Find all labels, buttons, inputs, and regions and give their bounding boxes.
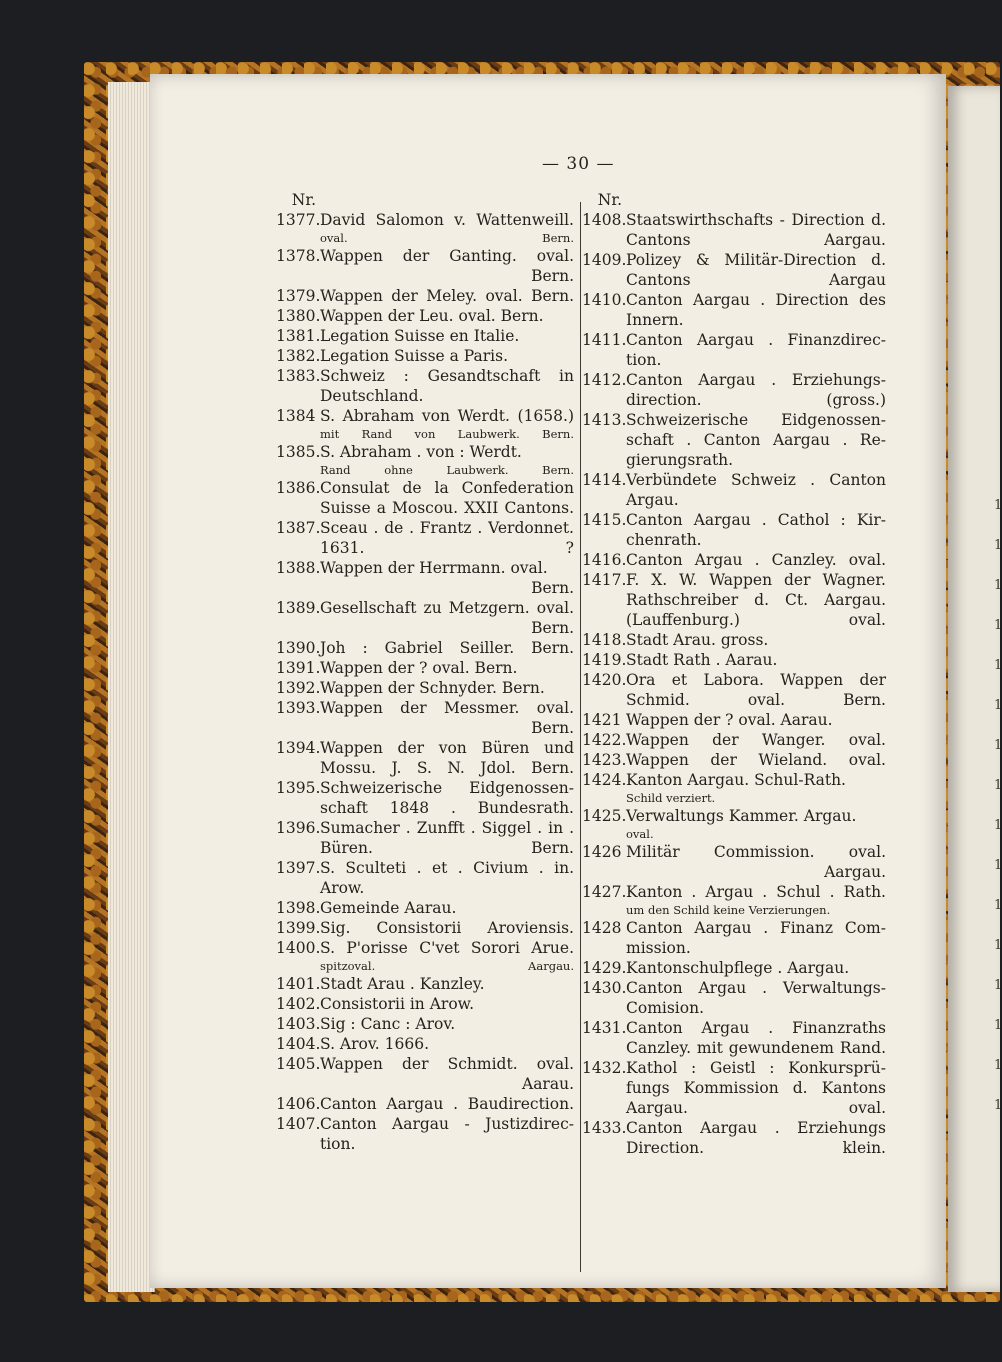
entry-body — [320, 286, 574, 306]
entry-number: 1378. — [276, 247, 321, 265]
catalog-entry — [276, 442, 574, 478]
entry-body — [320, 1054, 574, 1094]
catalog-entry — [276, 1054, 574, 1094]
catalog-entry — [276, 658, 574, 678]
entry-note: Bern. — [531, 579, 574, 597]
catalog-entry — [276, 406, 574, 442]
entry-body — [320, 1014, 574, 1034]
catalog-entry — [582, 650, 886, 670]
entry-body — [320, 1094, 574, 1114]
entry-body — [626, 806, 886, 842]
catalog-entry — [582, 250, 886, 290]
catalog-entry — [582, 978, 886, 1018]
entry-text: Ora et Labora. Wappen der Schmid. oval. Bern. — [626, 671, 886, 709]
entry-text: Verbündete Schweiz . Canton Argau. — [626, 471, 886, 509]
catalog-entry — [276, 558, 574, 598]
entry-text: Sig : Canc : Arov. — [320, 1015, 456, 1033]
left-column — [276, 190, 574, 1154]
facing-page-mark: 1 — [994, 698, 1002, 713]
entry-text: Canton Aargau - Justizdirec-tion. — [320, 1115, 574, 1153]
catalog-entry — [276, 818, 574, 858]
entry-number: 1396. — [276, 819, 321, 837]
entry-text: Gesellschaft zu Metzgern. oval. — [320, 599, 574, 617]
entry-text: Consulat de la Confederation Suisse a Moscou. XXII Cantons. — [320, 479, 574, 517]
entry-number: 1429. — [582, 959, 627, 977]
entry-number: 1382. — [276, 347, 321, 365]
catalog-entry — [276, 898, 574, 918]
entry-number: 1402. — [276, 995, 321, 1013]
entry-body — [626, 570, 886, 630]
entry-number: 1430. — [582, 979, 627, 997]
entry-number: 1383. — [276, 367, 321, 385]
entry-text: Wappen der ? oval. Bern. — [320, 659, 518, 677]
catalog-entry — [582, 1118, 886, 1158]
entry-number: 1405. — [276, 1055, 321, 1073]
entry-number: 1424. — [582, 771, 627, 789]
catalog-entry — [276, 918, 574, 938]
entry-body — [320, 346, 574, 366]
catalog-entry — [582, 750, 886, 770]
column-header-right: Nr. — [597, 191, 622, 209]
entry-body — [626, 918, 886, 958]
entry-number: 1413. — [582, 411, 627, 429]
catalog-entry — [276, 738, 574, 778]
catalog-entry — [582, 510, 886, 550]
facing-page-mark: 1 — [994, 538, 1002, 553]
entry-text: Wappen der Messmer. oval. — [320, 699, 574, 717]
entry-text: Wappen der Wieland. oval. — [626, 751, 886, 769]
entry-text: Legation Suisse a Paris. — [320, 347, 509, 365]
page-block-edges — [108, 82, 155, 1292]
entry-body — [320, 1114, 574, 1154]
entry-number: 1386. — [276, 479, 321, 497]
page-number: — 30 — — [542, 154, 615, 174]
entry-number: 1392. — [276, 679, 321, 697]
entry-text: S. Arov. 1666. — [320, 1035, 429, 1053]
entry-number: 1421 — [582, 711, 622, 729]
catalog-entry — [276, 598, 574, 638]
entry-body — [320, 658, 574, 678]
entry-number: 1422. — [582, 731, 627, 749]
facing-page-mark: 1 — [994, 658, 1002, 673]
entry-number: 1384 — [276, 407, 316, 425]
column-header-left: Nr. — [291, 191, 316, 209]
entry-number: 1431. — [582, 1019, 627, 1037]
entry-number: 1380. — [276, 307, 321, 325]
entry-number: 1395. — [276, 779, 321, 797]
entry-number: 1389. — [276, 599, 321, 617]
entry-note: Bern. — [531, 619, 574, 637]
entry-number: 1401. — [276, 975, 321, 993]
entry-number: 1398. — [276, 899, 321, 917]
entry-body — [320, 994, 574, 1014]
entry-text: Stadt Arau . Kanzley. — [320, 975, 485, 993]
entry-note: um den Schild keine Verzierungen. — [626, 903, 831, 917]
entry-body — [626, 290, 886, 330]
entry-text: S. P'orisse C'vet Sorori Arue. — [320, 939, 574, 957]
catalog-entry — [582, 882, 886, 918]
entry-text: Gemeinde Aarau. — [320, 899, 457, 917]
entry-number: 1399. — [276, 919, 321, 937]
entry-number: 1433. — [582, 1119, 627, 1137]
entry-body — [320, 406, 574, 442]
catalog-entry — [582, 290, 886, 330]
entry-text: Consistorii in Arow. — [320, 995, 475, 1013]
catalog-entry — [582, 570, 886, 630]
entry-text: Wappen der Wanger. oval. — [626, 731, 886, 749]
entry-body — [320, 306, 574, 326]
catalog-entry — [276, 478, 574, 518]
catalog-entry — [582, 670, 886, 710]
entry-text: Sig. Consistorii Aroviensis. — [320, 919, 574, 937]
entry-text: Stadt Arau. gross. — [626, 631, 769, 649]
catalog-entry — [276, 306, 574, 326]
catalog-entry — [582, 770, 886, 806]
entry-body — [320, 326, 574, 346]
entry-text: Verwaltungs Kammer. Argau. — [626, 807, 857, 825]
entry-text: Schweizerische Eidgenossen-schaft . Canton Aargau . Re-gierungsrath. — [626, 411, 886, 469]
catalog-entry — [276, 286, 574, 306]
entry-text: Wappen der ? oval. Aarau. — [626, 711, 833, 729]
facing-page-mark: 1 — [994, 578, 1002, 593]
entry-body — [626, 470, 886, 510]
entry-number: 1391. — [276, 659, 321, 677]
entry-text: Canton Aargau . Direction des Innern. — [626, 291, 886, 329]
facing-page-mark: 1 — [994, 1098, 1002, 1113]
entry-text: Wappen der von Büren und Mossu. J. S. N. Jdol. Bern. — [320, 739, 574, 777]
entry-number: 1412. — [582, 371, 627, 389]
entry-number: 1406. — [276, 1095, 321, 1113]
catalog-entry — [276, 938, 574, 974]
entry-body — [626, 670, 886, 710]
entry-number: 1418. — [582, 631, 627, 649]
entry-text: Canton Aargau . Finanz Com-mission. — [626, 919, 886, 957]
entry-number: 1409. — [582, 251, 627, 269]
entry-text: Wappen der Ganting. oval. — [320, 247, 574, 265]
facing-page-mark: 1 — [994, 858, 1002, 873]
entry-number: 1397. — [276, 859, 321, 877]
entry-body — [320, 898, 574, 918]
entry-text: Wappen der Meley. oval. Bern. — [320, 287, 574, 305]
entry-body — [320, 518, 574, 558]
entry-number: 1425. — [582, 807, 627, 825]
catalog-entry — [276, 678, 574, 698]
entry-body — [626, 1058, 886, 1118]
entry-text: Kathol : Geistl : Konkursprü-fungs Kommission d. Kantons Aargau. oval. — [626, 1059, 886, 1117]
entry-text: Sumacher . Zunfft . Siggel . in . Büren. Bern. — [320, 819, 574, 857]
facing-page-mark: 1 — [994, 1018, 1002, 1033]
entry-body — [320, 210, 574, 246]
entry-number: 1432. — [582, 1059, 627, 1077]
entry-body — [320, 638, 574, 658]
entry-body — [626, 250, 886, 290]
entry-text: Canton Aargau . Baudirection. — [320, 1095, 574, 1113]
catalog-entry — [276, 994, 574, 1014]
entry-text: Wappen der Herrmann. oval. — [320, 559, 548, 577]
catalog-entry — [582, 370, 886, 410]
facing-page-mark: 1 — [994, 778, 1002, 793]
entry-text: Militär Commission. oval. — [626, 843, 886, 861]
catalog-entry — [582, 550, 886, 570]
facing-page-mark: 1 — [994, 938, 1002, 953]
entry-note: mit Rand von Laubwerk. Bern. — [320, 427, 574, 441]
entry-number: 1411. — [582, 331, 627, 349]
entry-body — [626, 370, 886, 410]
entry-number: 1385. — [276, 443, 321, 461]
entry-body — [320, 478, 574, 518]
catalog-entry — [276, 326, 574, 346]
catalog-entry — [276, 1094, 574, 1114]
entry-text: Kanton Aargau. Schul-Rath. — [626, 771, 846, 789]
entry-body — [320, 818, 574, 858]
entry-body — [320, 698, 574, 738]
catalog-entry — [276, 858, 574, 898]
catalog-entry — [276, 246, 574, 286]
entry-body — [320, 938, 574, 974]
catalog-entry — [582, 1058, 886, 1118]
entry-text: Legation Suisse en Italie. — [320, 327, 520, 345]
entry-number: 1416. — [582, 551, 627, 569]
catalog-entry — [276, 518, 574, 558]
catalog-entry — [276, 698, 574, 738]
entry-body — [626, 1118, 886, 1158]
entry-number: 1393. — [276, 699, 321, 717]
entry-body — [626, 750, 886, 770]
entry-note: Aarau. — [522, 1075, 574, 1093]
entry-text: S. Abraham von Werdt. (1658.) — [320, 407, 574, 425]
book-page — [150, 74, 946, 1288]
entry-body — [626, 550, 886, 570]
catalog-entry — [582, 410, 886, 470]
entry-number: 1426 — [582, 843, 622, 861]
entry-text: Canton Aargau . Finanzdirec-tion. — [626, 331, 886, 369]
facing-page — [948, 86, 1000, 1292]
catalog-entry — [582, 730, 886, 750]
catalog-entry — [582, 958, 886, 978]
entry-text: Staatswirthschafts - Direction d. Cantons Aargau. — [626, 211, 886, 249]
entry-body — [626, 770, 886, 806]
catalog-entry — [276, 1034, 574, 1054]
entry-number: 1407. — [276, 1115, 321, 1133]
entry-body — [626, 842, 886, 882]
entry-number: 1414. — [582, 471, 627, 489]
catalog-entry — [582, 330, 886, 370]
entry-text: Canton Aargau . Erziehungs-direction. (gross.) — [626, 371, 886, 409]
catalog-entry — [276, 974, 574, 994]
catalog-entry — [276, 366, 574, 406]
entry-body — [626, 650, 886, 670]
entry-body — [626, 978, 886, 1018]
entry-text: David Salomon v. Wattenweill. — [320, 211, 574, 229]
catalog-entry — [582, 630, 886, 650]
entry-body — [320, 366, 574, 406]
catalog-entry — [582, 470, 886, 510]
entry-body — [626, 1018, 886, 1058]
entry-number: 1427. — [582, 883, 627, 901]
entry-number: 1417. — [582, 571, 627, 589]
entry-text: Kanton . Argau . Schul . Rath. — [626, 883, 886, 901]
entry-text: S. Abraham . von : Werdt. — [320, 443, 522, 461]
catalog-entry — [276, 346, 574, 366]
catalog-entry — [582, 842, 886, 882]
facing-page-mark: 1 — [994, 898, 1002, 913]
entry-number: 1400. — [276, 939, 321, 957]
entry-body — [626, 882, 886, 918]
catalog-entry — [276, 778, 574, 818]
entry-note: oval. — [626, 827, 654, 841]
entry-number: 1387. — [276, 519, 321, 537]
entry-text: Schweizerische Eidgenossen-schaft 1848 . Bundesrath. — [320, 779, 574, 817]
entry-number: 1377. — [276, 211, 321, 229]
entry-number: 1388. — [276, 559, 321, 577]
entry-text: Canton Aargau . Cathol : Kir-chenrath. — [626, 511, 886, 549]
entry-text: Wappen der Schnyder. Bern. — [320, 679, 545, 697]
entry-number: 1408. — [582, 211, 627, 229]
catalog-entry — [582, 1018, 886, 1058]
entry-text: Polizey & Militär-Direction d. Cantons Aargau — [626, 251, 886, 289]
catalog-entry — [582, 806, 886, 842]
catalog-entry — [582, 210, 886, 250]
entry-number: 1394. — [276, 739, 321, 757]
entry-body — [626, 730, 886, 750]
entry-text: Wappen der Leu. oval. Bern. — [320, 307, 544, 325]
entry-number: 1379. — [276, 287, 321, 305]
entry-body — [626, 410, 886, 470]
entry-text: Canton Argau . Canzley. oval. — [626, 551, 886, 569]
entry-note: Bern. — [531, 719, 574, 737]
entry-text: F. X. W. Wappen der Wagner. Rathschreiber d. Ct. Aargau. (Lauffenburg.) oval. — [626, 571, 886, 629]
entry-note: Bern. — [531, 267, 574, 285]
facing-page-mark: 1 — [994, 978, 1002, 993]
entry-body — [320, 1034, 574, 1054]
entry-text: Canton Aargau . Erziehungs Direction. klein. — [626, 1119, 886, 1157]
facing-page-mark: 1 — [994, 818, 1002, 833]
facing-page-mark: 1 — [994, 738, 1002, 753]
entry-note: spitzoval. Aargau. — [320, 959, 574, 973]
entry-text: Stadt Rath . Aarau. — [626, 651, 778, 669]
entry-body — [626, 710, 886, 730]
entry-text: Wappen der Schmidt. oval. — [320, 1055, 574, 1073]
entry-number: 1403. — [276, 1015, 321, 1033]
entry-body — [626, 510, 886, 550]
entry-text: Canton Argau . Finanzraths Canzley. mit gewundenem Rand. — [626, 1019, 886, 1057]
entry-text: Canton Argau . Verwaltungs-Comision. — [626, 979, 886, 1017]
entry-number: 1423. — [582, 751, 627, 769]
entry-body — [320, 858, 574, 898]
entry-number: 1390. — [276, 639, 321, 657]
catalog-entry — [276, 210, 574, 246]
entry-body — [320, 678, 574, 698]
entry-body — [626, 210, 886, 250]
entry-note: Aargau. — [824, 863, 886, 881]
entry-number: 1415. — [582, 511, 627, 529]
entry-text: Sceau . de . Frantz . Verdonnet. 1631. ? — [320, 519, 574, 557]
entry-number: 1381. — [276, 327, 321, 345]
entry-body — [320, 442, 574, 478]
entry-note: Rand ohne Laubwerk. Bern. — [320, 463, 574, 477]
facing-page-mark: 1 — [994, 618, 1002, 633]
catalog-entry — [582, 710, 886, 730]
catalog-entry — [276, 1014, 574, 1034]
entry-body — [320, 738, 574, 778]
entry-body — [320, 246, 574, 286]
entry-body — [320, 558, 574, 598]
entry-number: 1404. — [276, 1035, 321, 1053]
entry-note: oval. Bern. — [320, 231, 574, 245]
entry-number: 1428 — [582, 919, 622, 937]
catalog-entry — [276, 638, 574, 658]
column-divider — [580, 202, 581, 1272]
catalog-entry — [276, 1114, 574, 1154]
entry-text: Kantonschulpflege . Aargau. — [626, 959, 850, 977]
facing-page-mark: 1 — [994, 1058, 1002, 1073]
facing-page-mark: 1 — [994, 498, 1002, 513]
entry-body — [320, 778, 574, 818]
entry-text: Schweiz : Gesandtschaft in Deutschland. — [320, 367, 574, 405]
entry-number: 1419. — [582, 651, 627, 669]
entry-number: 1410. — [582, 291, 627, 309]
right-column — [582, 190, 886, 1158]
entry-body — [626, 330, 886, 370]
entry-text: Joh : Gabriel Seiller. Bern. — [320, 639, 574, 657]
catalog-entry — [582, 918, 886, 958]
entry-note: Schild verziert. — [626, 791, 716, 805]
entry-body — [320, 974, 574, 994]
entry-text: S. Sculteti . et . Civium . in. Arow. — [320, 859, 574, 897]
entry-body — [320, 598, 574, 638]
entry-body — [626, 958, 886, 978]
entry-number: 1420. — [582, 671, 627, 689]
entry-body — [626, 630, 886, 650]
entry-body — [320, 918, 574, 938]
